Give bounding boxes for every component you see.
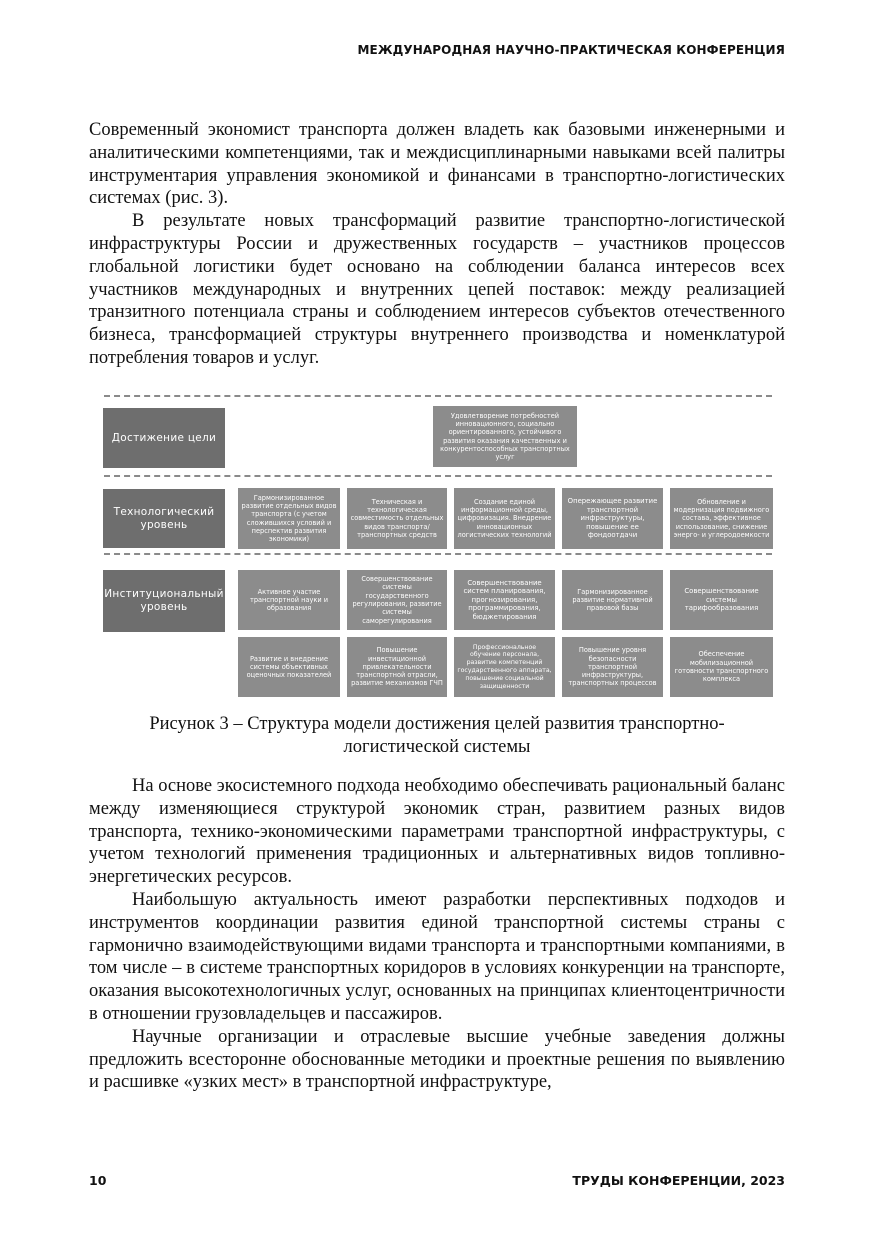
inst-cell: Совершенствование системы государственного регулирования, развитие системы саморегулирования: [347, 570, 447, 630]
inst-cell: Гармонизированное развитие нормативной правовой базы: [562, 570, 663, 630]
goal-box: Удовлетворение потребностей инновационного, социально ориентированного, устойчивого развития оказания качественных и конкурентоспособных транспортных услуг: [433, 406, 577, 467]
paragraph: Современный экономист транспорта должен владеть как базовыми инженерными и аналитическими компетенциями, так и междисциплинарными навыками всей палитры инструментария управления экономикой и финансами в транспортно-логистических системах (рис. 3).: [89, 120, 785, 209]
dashed-separator: [104, 475, 772, 477]
inst-cell: Профессиональное обучение персонала, развитие компетенций государственного аппарата, повышение социальной защищенности: [454, 637, 555, 697]
paragraph: Наибольшую актуальность имеют разработки перспективных подходов и инструментов координации развития единой транспортной системы страны с гармонично взаимодействующими видами транспорта и транспортными компаниями, в том числе – в системе транспортных коридоров в условиях конкуренции на транспорте, оказания высокотехнологичных услуг, основанных на принципах клиентоцентричности в отношении грузовладельцев и пассажиров.: [89, 889, 785, 1024]
paragraph: Научные организации и отраслевые высшие учебные заведения должны предложить всесторонне обоснованные методики и проектные решения по выявлению и расшивке «узких мест» в транспортной инфраструктуре,: [89, 1026, 785, 1093]
body-text-top: [89, 119, 785, 370]
tech-cell: Опережающее развитие транспортной инфраструктуры, повышение ее фондоотдачи: [562, 488, 663, 549]
paragraph: На основе экосистемного подхода необходимо обеспечивать рациональный баланс между изменяющиеся структурой экономик стран, развитием разных видов транспорта, технико-экономическими параметрами транспортной инфраструктуры, с учетом технологий применения традиционных и альтернативных видов топливно- энергетических ресурсов.: [89, 776, 785, 888]
inst-cell: Совершенствование систем планирования, прогнозирования, программирования, бюджетирования: [454, 570, 555, 630]
inst-cell: Активное участие транспортной науки и образования: [238, 570, 340, 630]
figure-caption: [89, 713, 785, 758]
caption-line: Рисунок 3 – Структура модели достижения целей развития транспортно-: [149, 714, 725, 734]
tech-cell: Техническая и технологическая совместимость отдельных видов транспорта/ транспортных средств: [347, 488, 447, 549]
page-number: 10: [89, 1173, 107, 1188]
inst-cell: Совершенствование системы тарифообразования: [670, 570, 773, 630]
running-footer: ТРУДЫ КОНФЕРЕНЦИИ, 2023: [572, 1173, 785, 1188]
running-header: МЕЖДУНАРОДНАЯ НАУЧНО-ПРАКТИЧЕСКАЯ КОНФЕРЕНЦИЯ: [357, 43, 785, 57]
dashed-separator: [104, 395, 772, 397]
paragraph: В результате новых трансформаций развитие транспортно-логистической инфраструктуры России и дружественных государств – участников процессов глобальной логистики будет основано на соблюдении баланса интересов всех участников международных и внутренних цепей поставок: между реализацией транзитного потенциала страны и соблюдением интересов субъектов отечественного бизнеса, трансформацией структуры внутреннего производства и номенклатурой потребления товаров и услуг.: [89, 211, 785, 368]
dashed-separator: [104, 553, 772, 555]
tech-cell: Обновление и модернизация подвижного состава, эффективное использование, снижение энерго- и углеродоемкости: [670, 488, 773, 549]
inst-cell: Повышение инвестиционной привлекательности транспортной отрасли, развитие механизмов ГЧП: [347, 637, 447, 697]
tech-cell: Гармонизированное развитие отдельных видов транспорта (с учетом сложившихся условий и перспектив развития экономики): [238, 488, 340, 549]
row-label-institutional: Институциональный уровень: [103, 570, 225, 632]
body-text-bottom: [89, 775, 785, 1094]
tech-cell: Создание единой информационной среды, цифровизация. Внедрение инновационных логистических технологий: [454, 488, 555, 549]
inst-cell: Развитие и внедрение системы объективных оценочных показателей: [238, 637, 340, 697]
inst-cell: Повышение уровня безопасности транспортной инфраструктуры, транспортных процессов: [562, 637, 663, 697]
caption-line: логистической системы: [343, 736, 531, 757]
row-label-goal: Достижение цели: [103, 408, 225, 468]
inst-cell: Обеспечение мобилизационной готовности транспортного комплекса: [670, 637, 773, 697]
row-label-technological: Технологический уровень: [103, 489, 225, 548]
